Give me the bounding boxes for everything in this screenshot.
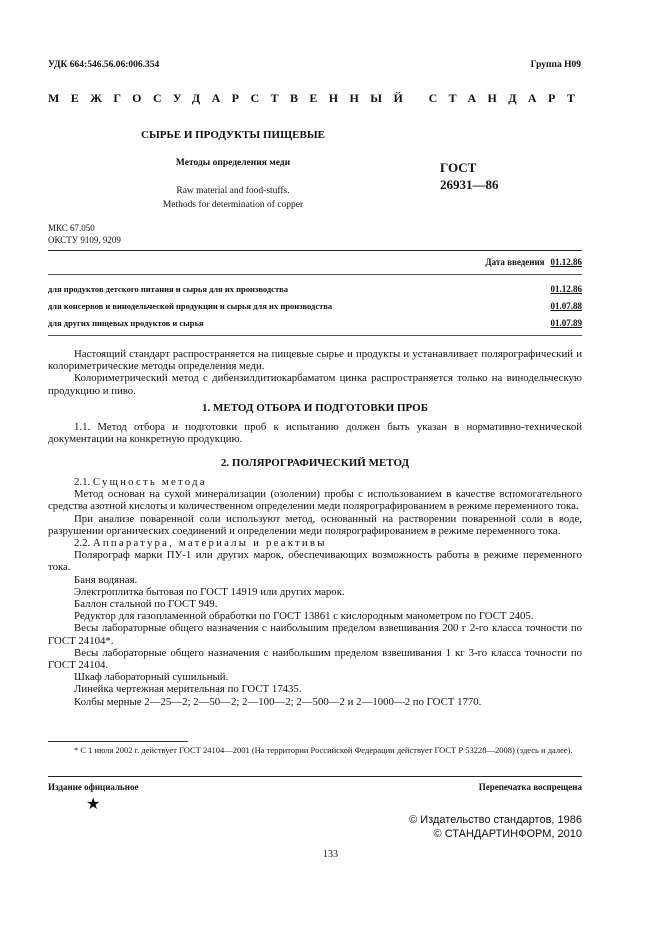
divider <box>48 335 582 336</box>
copyright-block <box>409 814 582 841</box>
star-icon: ★ <box>86 796 101 813</box>
equipment-item: Весы лабораторные общего назначения с наибольшим пределом взвешивания 200 г 2-го класса точности по ГОСТ 24104*. <box>48 622 582 647</box>
intro-date <box>485 257 582 267</box>
intro-date-value: 01.12.86 <box>550 257 582 267</box>
equipment-item: Линейка чертежная мерительная по ГОСТ 17435. <box>74 683 302 696</box>
group-code: Группа Н09 <box>530 60 581 70</box>
divider <box>48 250 582 251</box>
date-row-label: для других пищевых продуктов и сырья <box>48 318 204 328</box>
equipment-item: Электроплитка бытовая по ГОСТ 14919 или других марок. <box>74 585 345 598</box>
divider <box>48 274 582 275</box>
document-title: СЫРЬЕ И ПРОДУКТЫ ПИЩЕВЫЕ <box>141 129 325 141</box>
paragraph: При анализе поваренной соли используют метод, основанный на растворении поваренной соли в воде, разрушении органических соединений и определении меди полярографированием в режиме переменного тока. <box>48 512 582 537</box>
english-title <box>48 184 418 212</box>
footnote-divider <box>48 741 188 742</box>
subsection-number: 2.1. <box>74 476 91 488</box>
divider <box>48 776 582 777</box>
page-number: 133 <box>323 849 338 860</box>
footnote-text: * С 1 июля 2002 г. действует ГОСТ 24104—2001 (На территории Российской Федерации действует ГОСТ Р 53228—2008) (здесь и далее). <box>74 745 573 755</box>
classification-codes <box>48 222 121 246</box>
footnote <box>48 744 582 756</box>
subsection-2-1-heading <box>48 476 582 488</box>
subsection-title: Аппаратура, материалы и реактивы <box>92 537 327 550</box>
english-title-line2: Methods for determination of copper <box>162 200 304 210</box>
intro-text <box>48 348 582 397</box>
equipment-item: Баня водяная. <box>74 573 138 586</box>
date-row-label: для консервов и винодельческой продукции и сырья для их производства <box>48 301 333 311</box>
section-2-text <box>48 476 582 708</box>
equipment-item: Редуктор для газопламенной обработки по ГОСТ 13861 с кислородным манометром по ГОСТ 2405. <box>74 610 534 623</box>
equipment-item: Полярограф марки ПУ-1 или других марок, обеспечивающих возможность работы в режиме переменного тока. <box>48 549 582 574</box>
equipment-item: Весы лабораторные общего назначения с наибольшим пределом взвешивания 1 кг 3-го класса точности по ГОСТ 24104. <box>48 646 582 672</box>
date-row-value: 01.07.88 <box>550 301 582 311</box>
standard-banner: МЕЖГОСУДАРСТВЕННЫЙ СТАНДАРТ <box>48 91 587 105</box>
equipment-item: Шкаф лабораторный сушильный. <box>74 671 229 684</box>
udk-code: УДК 664:546.56.06:006.354 <box>48 60 160 70</box>
date-row <box>48 284 582 294</box>
date-row <box>48 301 582 311</box>
okstu-code: ОКСТУ 9109, 9209 <box>48 235 121 245</box>
date-row <box>48 318 582 328</box>
gost-label: ГОСТ <box>440 160 477 175</box>
document-subtitle: Методы определения меди <box>175 158 291 168</box>
intro-date-label: Дата введения <box>485 257 545 267</box>
reprint-prohibited-label: Перепечатка воспрещена <box>478 782 582 792</box>
section-1-text <box>48 421 582 445</box>
official-edition-label: Издание официальное <box>48 782 139 792</box>
paragraph: Настоящий стандарт распространяется на пищевые сырье и продукты и устанавливает полярографический и колориметрические методы определения меди. <box>48 348 582 373</box>
section-1-heading: 1. МЕТОД ОТБОРА И ПОДГОТОВКИ ПРОБ <box>201 402 428 414</box>
equipment-item: Баллон стальной по ГОСТ 949. <box>74 598 218 611</box>
date-row-label: для продуктов детского питания и сырья для их производства <box>48 284 288 294</box>
subsection-2-2-heading <box>48 537 582 549</box>
copyright-line: © Издательство стандартов, 1986 <box>409 814 582 826</box>
equipment-item: Колбы мерные 2—25—2; 2—50—2; 2—100—2; 2—500—2 и 2—1000—2 по ГОСТ 1770. <box>74 695 482 708</box>
subsection-number: 2.2. <box>74 537 91 550</box>
date-row-value: 01.07.89 <box>550 318 582 328</box>
paragraph: 1.1. Метод отбора и подготовки проб к испытанию должен быть указан в нормативно-технической документации на конкретную продукцию. <box>48 421 582 446</box>
section-2-heading: 2. ПОЛЯРОГРАФИЧЕСКИЙ МЕТОД <box>220 457 410 469</box>
gost-number: 26931—86 <box>440 177 499 192</box>
subsection-title: Сущность метода <box>92 476 207 488</box>
gost-designation <box>440 159 570 193</box>
copyright-line: © СТАНДАРТИНФОРМ, 2010 <box>433 827 582 840</box>
english-title-line1: Raw material and food-stuffs. <box>176 186 290 196</box>
date-row-value: 01.12.86 <box>550 284 582 294</box>
paragraph: Колориметрический метод с дибензилдитиокарбаматом цинка распространяется только на винодельческую продукцию и пиво. <box>48 372 582 397</box>
paragraph: Метод основан на сухой минерализации (озолении) пробы с использованием в качестве вспомогательного средства азотной кислоты и количественном определении меди полярографированием в режиме переменного тока. <box>48 488 582 513</box>
mks-code: МКС 67.050 <box>48 223 95 233</box>
